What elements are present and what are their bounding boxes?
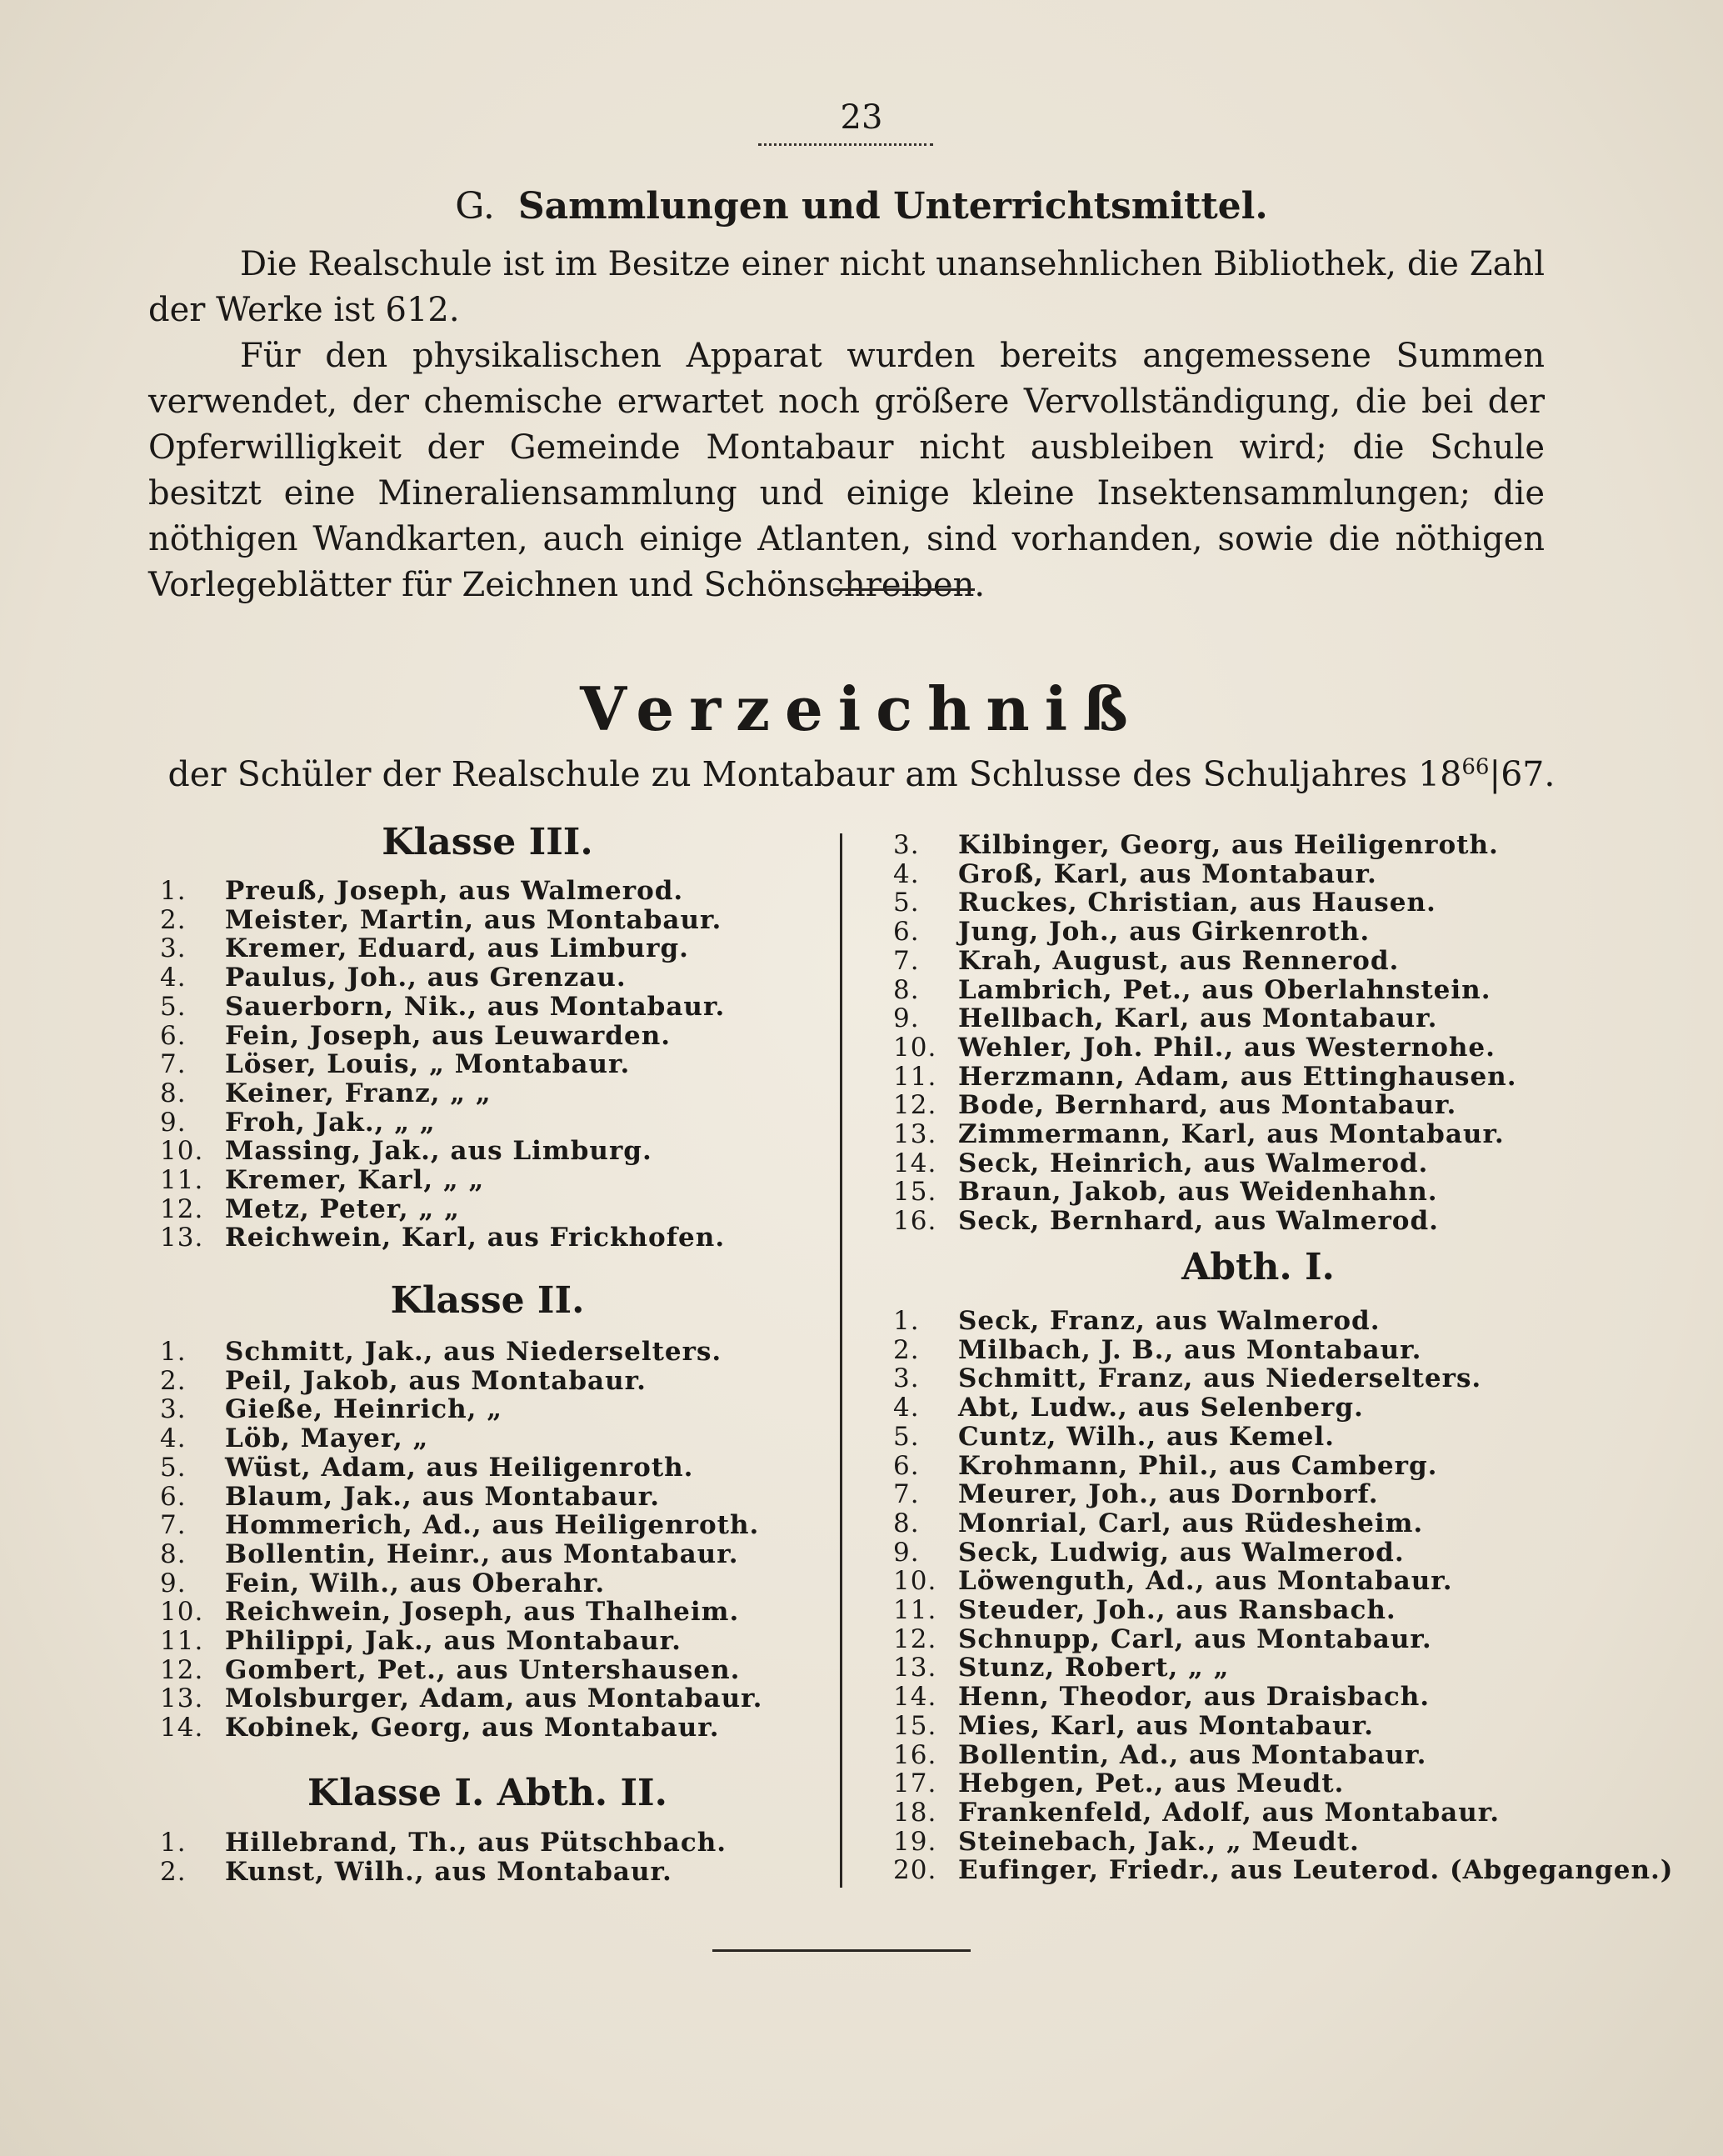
student-entry: Hellbach, Karl, aus Montabaur. (958, 1003, 1438, 1034)
student-number: 17. (893, 1768, 937, 1799)
student-row (160, 877, 725, 906)
student-entry: Gieße, Heinrich, „ (225, 1394, 503, 1425)
student-number: 12. (160, 1193, 204, 1224)
student-list (160, 1828, 727, 1886)
student-entry: Metz, Peter, „ „ (225, 1193, 460, 1224)
student-entry: Stunz, Robert, „ „ (958, 1653, 1230, 1683)
student-row (160, 1108, 725, 1138)
student-row (160, 1453, 762, 1483)
student-number: 9. (160, 1107, 187, 1138)
student-number: 8. (893, 1508, 920, 1538)
student-number: 1. (160, 876, 187, 906)
student-row (893, 1120, 1517, 1149)
student-number: 1. (160, 1337, 187, 1367)
student-entry: Kobinek, Georg, aus Montabaur. (225, 1713, 720, 1743)
student-number: 7. (893, 1479, 920, 1510)
student-number: 9. (893, 1537, 920, 1568)
student-entry: Löser, Louis, „ Montabaur. (225, 1049, 631, 1080)
student-entry: Ruckes, Christian, aus Hausen. (958, 888, 1436, 918)
student-row (160, 1195, 725, 1224)
student-row (160, 1137, 725, 1166)
year-superscript: 66 (1461, 754, 1490, 780)
student-row (893, 1712, 1673, 1741)
student-number: 6. (160, 1481, 187, 1512)
student-entry: Meister, Martin, aus Montabaur. (225, 904, 722, 935)
student-number: 14. (893, 1148, 937, 1178)
student-row (160, 906, 725, 935)
student-number: 8. (893, 974, 920, 1005)
student-number: 20. (893, 1855, 937, 1886)
student-number: 3. (160, 1394, 187, 1425)
student-number: 14. (893, 1682, 937, 1713)
student-entry: Bollentin, Ad., aus Montabaur. (958, 1739, 1427, 1770)
student-number: 9. (893, 1003, 920, 1034)
student-entry: Meurer, Joh., aus Dornborf. (958, 1479, 1379, 1510)
student-number: 7. (160, 1510, 187, 1541)
student-row (160, 1713, 762, 1743)
student-number: 6. (160, 1020, 187, 1051)
student-entry: Fein, Joseph, aus Leuwarden. (225, 1020, 672, 1051)
student-number: 16. (893, 1206, 937, 1237)
student-number: 3. (893, 830, 920, 860)
student-entry: Reichwein, Karl, aus Frickhofen. (225, 1223, 726, 1253)
class-heading: Klasse II. (390, 1279, 585, 1322)
student-row (893, 1307, 1673, 1336)
student-number: 7. (893, 945, 920, 976)
student-number: 2. (160, 904, 187, 935)
student-entry: Reichwein, Joseph, aus Thalheim. (225, 1597, 740, 1628)
student-entry: Schmitt, Franz, aus Niederselters. (958, 1363, 1482, 1394)
student-number: 19. (893, 1826, 937, 1857)
student-entry: Steinebach, Jak., „ Meudt. (958, 1826, 1360, 1857)
page-number-rule (758, 143, 933, 146)
student-row (160, 1828, 727, 1858)
student-entry: Eufinger, Friedr., aus Leuterod. (Abgegangen.) (958, 1855, 1674, 1886)
section-heading (0, 185, 1723, 228)
student-row (893, 1596, 1673, 1625)
student-entry: Hebgen, Pet., aus Meudt. (958, 1768, 1345, 1799)
student-row (893, 976, 1517, 1005)
student-entry: Fein, Wilh., aus Oberahr. (225, 1568, 606, 1598)
student-row (893, 1538, 1673, 1568)
student-entry: Jung, Joh., aus Girkenroth. (958, 917, 1371, 948)
student-entry: Löb, Mayer, „ (225, 1423, 429, 1454)
student-entry: Abt, Ludw., aus Selenberg. (958, 1393, 1364, 1423)
student-row (893, 1063, 1517, 1092)
student-number: 4. (160, 1423, 187, 1454)
student-entry: Herzmann, Adam, aus Ettinghausen. (958, 1061, 1517, 1092)
intro-paragraph: Für den physikalischen Apparat wurden bereits angemessene Summen verwendet, der chemische erwartet noch größere Vervollständigung, die bei der Opferwilligkeit der Gemeinde Montabaur nicht ausbleiben wird; die Schule besitzt eine Mineraliensammlung und einige kleine Insektensammlungen; die nöthigen Wandkarten, auch einige Atlanten, sind vorhanden, sowie die nöthigen Vorlegeblätter für Zeichnen und Schönschreiben. (148, 337, 1545, 604)
list-title: Verzeichniß (580, 673, 1143, 744)
student-number: 11. (893, 1595, 937, 1626)
student-entry: Henn, Theodor, aus Draisbach. (958, 1682, 1431, 1713)
student-number: 4. (893, 858, 920, 889)
student-row (893, 1828, 1673, 1857)
student-number: 13. (160, 1223, 204, 1253)
student-number: 13. (893, 1653, 937, 1683)
student-entry: Peil, Jakob, aus Montabaur. (225, 1365, 647, 1396)
student-row (893, 1683, 1673, 1712)
student-row (160, 1223, 725, 1253)
student-row (160, 1022, 725, 1051)
section-title: Sammlungen und Unterrichtsmittel. (517, 185, 1268, 228)
student-entry: Hillebrand, Th., aus Pütschbach. (225, 1828, 727, 1858)
section-letter: G. (455, 185, 495, 228)
student-number: 8. (160, 1538, 187, 1569)
student-number: 12. (893, 1623, 937, 1654)
student-number: 10. (893, 1566, 937, 1597)
student-entry: Kunst, Wilh., aus Montabaur. (225, 1856, 672, 1887)
student-row (893, 918, 1517, 947)
student-entry: Cuntz, Wilh., aus Kemel. (958, 1421, 1335, 1452)
student-number: 8. (160, 1078, 187, 1108)
student-row (160, 1338, 762, 1367)
student-entry: Philippi, Jak., aus Montabaur. (225, 1626, 682, 1657)
student-number: 15. (893, 1710, 937, 1741)
student-entry: Hommerich, Ad., aus Heiligenroth. (225, 1510, 760, 1541)
student-entry: Löwenguth, Ad., aus Montabaur. (958, 1566, 1453, 1597)
student-row (893, 1207, 1517, 1236)
student-number: 10. (893, 1032, 937, 1063)
student-row (893, 1567, 1673, 1596)
student-entry: Krohmann, Phil., aus Camberg. (958, 1450, 1438, 1481)
student-entry: Seck, Franz, aus Walmerod. (958, 1306, 1381, 1336)
column-divider (840, 833, 842, 1888)
student-list (160, 877, 725, 1253)
student-number: 2. (160, 1365, 187, 1396)
student-row (893, 1033, 1517, 1063)
student-row (160, 1598, 762, 1627)
student-row (160, 1483, 762, 1512)
student-number: 1. (160, 1828, 187, 1858)
student-number: 10. (160, 1136, 204, 1167)
student-row (893, 831, 1517, 860)
intro-paragraph: Die Realschule ist im Besitze einer nicht unansehnlichen Bibliothek, die Zahl der Werke ist 612. (148, 245, 1545, 329)
student-number: 2. (893, 1334, 920, 1365)
student-entry: Schmitt, Jak., aus Niederselters. (225, 1337, 722, 1367)
student-number: 5. (893, 1421, 920, 1452)
student-number: 5. (160, 991, 187, 1022)
student-list (160, 1338, 762, 1743)
student-row (893, 1336, 1673, 1365)
student-entry: Frankenfeld, Adolf, aus Montabaur. (958, 1797, 1501, 1828)
student-entry: Keiner, Franz, „ „ (225, 1078, 492, 1108)
student-entry: Paulus, Joh., aus Grenzau. (225, 963, 627, 993)
student-entry: Kremer, Eduard, aus Limburg. (225, 933, 689, 964)
student-entry: Bollentin, Heinr., aus Montabaur. (225, 1538, 739, 1569)
student-entry: Blaum, Jak., aus Montabaur. (225, 1481, 660, 1512)
student-number: 11. (893, 1061, 937, 1092)
student-entry: Seck, Heinrich, aus Walmerod. (958, 1148, 1429, 1178)
student-number: 4. (160, 963, 187, 993)
student-number: 4. (893, 1393, 920, 1423)
student-row (893, 1741, 1673, 1770)
student-row (893, 947, 1517, 976)
student-entry: Krah, August, aus Rennerod. (958, 945, 1400, 976)
student-row (160, 1395, 762, 1424)
student-row (893, 1004, 1517, 1033)
student-number: 16. (893, 1739, 937, 1770)
student-entry: Froh, Jak., „ „ (225, 1107, 436, 1138)
student-number: 14. (160, 1713, 204, 1743)
page-number: 23 (840, 98, 883, 137)
student-number: 5. (160, 1452, 187, 1483)
student-number: 11. (160, 1626, 204, 1657)
student-row (160, 1079, 725, 1108)
student-row (160, 963, 725, 993)
student-entry: Sauerborn, Nik., aus Montabaur. (225, 991, 726, 1022)
student-row (160, 1511, 762, 1540)
student-row (893, 860, 1517, 889)
student-row (893, 1625, 1673, 1654)
student-row (893, 1423, 1673, 1452)
student-number: 15. (893, 1177, 937, 1208)
student-number: 10. (160, 1597, 204, 1628)
student-row (160, 1050, 725, 1079)
student-number: 3. (160, 933, 187, 964)
student-number: 6. (893, 1450, 920, 1481)
student-row (893, 1178, 1517, 1207)
student-entry: Gombert, Pet., aus Untershausen. (225, 1654, 741, 1685)
student-entry: Seck, Bernhard, aus Walmerod. (958, 1206, 1439, 1237)
student-row (160, 1858, 727, 1887)
student-number: 13. (893, 1119, 937, 1150)
student-entry: Schnupp, Carl, aus Montabaur. (958, 1623, 1432, 1654)
list-subtitle (0, 754, 1723, 794)
student-row (160, 993, 725, 1022)
student-row (893, 1480, 1673, 1509)
student-entry: Preuß, Joseph, aus Walmerod. (225, 876, 684, 906)
student-row (893, 1364, 1673, 1393)
student-row (160, 1627, 762, 1656)
student-entry: Mies, Karl, aus Montabaur. (958, 1710, 1374, 1741)
student-row (160, 1540, 762, 1569)
student-entry: Zimmermann, Karl, aus Montabaur. (958, 1119, 1505, 1150)
student-row (893, 1798, 1673, 1828)
student-row (893, 1149, 1517, 1178)
student-entry: Lambrich, Pet., aus Oberlahnstein. (958, 974, 1491, 1005)
student-number: 9. (160, 1568, 187, 1598)
student-entry: Wüst, Adam, aus Heiligenroth. (225, 1452, 694, 1483)
student-entry: Milbach, J. B., aus Montabaur. (958, 1334, 1422, 1365)
student-list (893, 831, 1517, 1236)
class-heading: Klasse III. (382, 821, 593, 863)
student-row (893, 1653, 1673, 1683)
list-subtitle-text: der Schüler der Realschule zu Montabaur am Schlusse des Schuljahres 18 (167, 754, 1462, 794)
student-row (160, 1684, 762, 1713)
student-row (160, 1367, 762, 1396)
student-row (893, 1769, 1673, 1798)
year-tail: |67. (1489, 754, 1556, 794)
student-row (893, 1509, 1673, 1538)
student-entry: Kilbinger, Georg, aus Heiligenroth. (958, 830, 1499, 860)
student-number: 13. (160, 1683, 204, 1714)
student-entry: Massing, Jak., aus Limburg. (225, 1136, 652, 1167)
student-number: 12. (893, 1090, 937, 1121)
student-row (160, 1569, 762, 1598)
student-row (160, 934, 725, 963)
student-entry: Steuder, Joh., aus Ransbach. (958, 1595, 1396, 1626)
student-entry: Molsburger, Adam, aus Montabaur. (225, 1683, 763, 1714)
student-row (893, 888, 1517, 918)
student-entry: Braun, Jakob, aus Weidenhahn. (958, 1177, 1438, 1208)
student-number: 12. (160, 1654, 204, 1685)
intro-text (148, 242, 1545, 608)
student-entry: Bode, Bernhard, aus Montabaur. (958, 1090, 1457, 1121)
student-row (160, 1424, 762, 1453)
student-row (893, 1856, 1673, 1885)
student-row (893, 1452, 1673, 1481)
separator-rule (833, 588, 975, 591)
class-heading: Abth. I. (1181, 1246, 1335, 1288)
student-number: 18. (893, 1797, 937, 1828)
student-number: 7. (160, 1049, 187, 1080)
class-heading: Klasse I. Abth. II. (307, 1772, 667, 1814)
student-row (160, 1656, 762, 1685)
student-entry: Kremer, Karl, „ „ (225, 1165, 485, 1196)
student-number: 6. (893, 917, 920, 948)
student-row (893, 1393, 1673, 1423)
student-row (893, 1091, 1517, 1120)
student-list (893, 1307, 1673, 1885)
student-number: 11. (160, 1165, 204, 1196)
student-entry: Monrial, Carl, aus Rüdesheim. (958, 1508, 1424, 1538)
student-entry: Groß, Karl, aus Montabaur. (958, 858, 1377, 889)
student-entry: Wehler, Joh. Phil., aus Westernohe. (958, 1032, 1496, 1063)
student-row (160, 1166, 725, 1195)
student-number: 2. (160, 1856, 187, 1887)
student-number: 3. (893, 1363, 920, 1394)
student-number: 5. (893, 888, 920, 918)
student-entry: Seck, Ludwig, aus Walmerod. (958, 1537, 1405, 1568)
student-number: 1. (893, 1306, 920, 1336)
separator-rule (712, 1949, 971, 1952)
